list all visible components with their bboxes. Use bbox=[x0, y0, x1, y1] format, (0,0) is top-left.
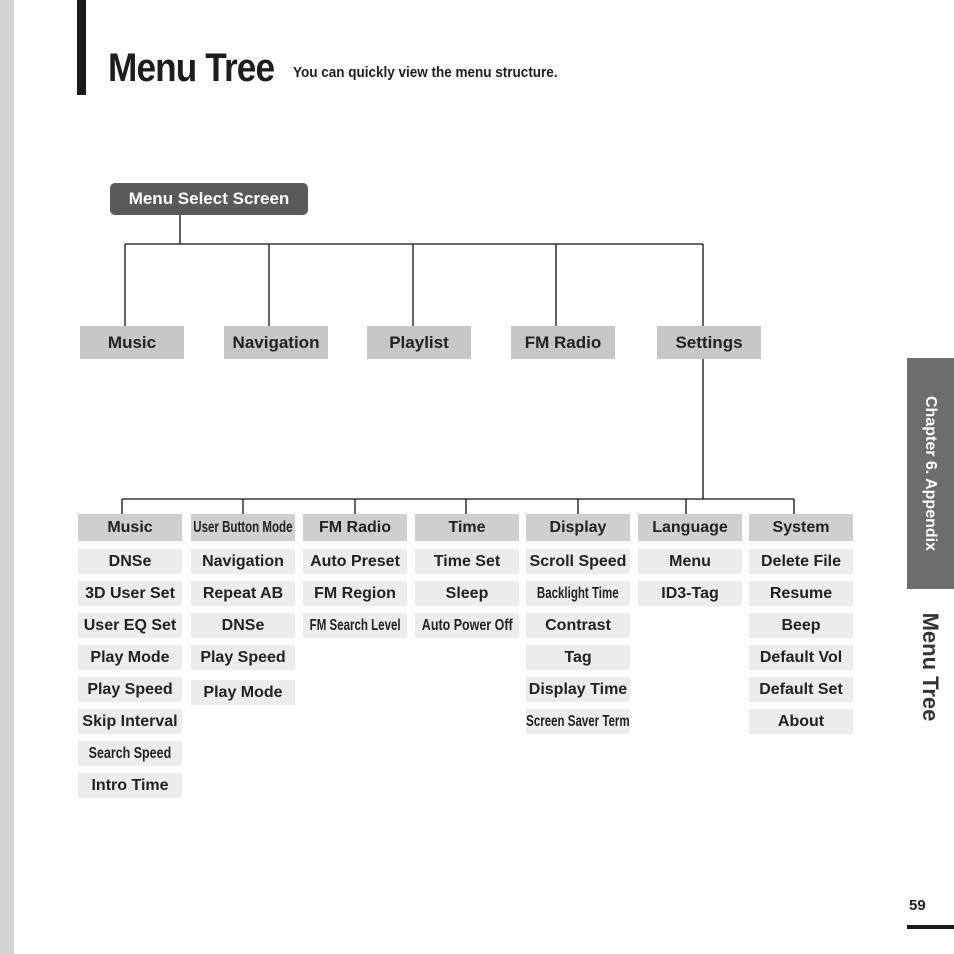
menu-item: Skip Interval bbox=[78, 709, 182, 734]
menu-item: Intro Time bbox=[78, 773, 182, 798]
menu-item: Scroll Speed bbox=[526, 549, 630, 574]
category-playlist: Playlist bbox=[367, 326, 471, 359]
menu-item: ID3-Tag bbox=[638, 581, 742, 606]
menu-select-screen-node: Menu Select Screen bbox=[110, 183, 308, 215]
section-side-title bbox=[907, 602, 954, 732]
menu-item: Repeat AB bbox=[191, 581, 295, 606]
menu-item: Auto Preset bbox=[303, 549, 407, 574]
menu-item: Play Speed bbox=[78, 677, 182, 702]
menu-item: DNSe bbox=[78, 549, 182, 574]
menu-item: Beep bbox=[749, 613, 853, 638]
category-navigation: Navigation bbox=[224, 326, 328, 359]
column-header: Music bbox=[78, 514, 182, 541]
chapter-side-tab bbox=[907, 358, 954, 589]
column-header: Time bbox=[415, 514, 519, 541]
menu-item: Sleep bbox=[415, 581, 519, 606]
menu-item: About bbox=[749, 709, 853, 734]
page-title: Menu Tree bbox=[108, 46, 275, 90]
menu-item: Search Speed bbox=[78, 741, 182, 766]
column-header: Language bbox=[638, 514, 742, 541]
menu-item: Backlight Time bbox=[526, 581, 630, 606]
menu-item: Auto Power Off bbox=[415, 613, 519, 638]
page-subtitle: You can quickly view the menu structure. bbox=[293, 64, 558, 81]
menu-item: Play Mode bbox=[78, 645, 182, 670]
menu-item: Display Time bbox=[526, 677, 630, 702]
menu-item: Default Vol bbox=[749, 645, 853, 670]
section-label: Menu Tree bbox=[918, 612, 944, 722]
chapter-label: Chapter 6. Appendix bbox=[922, 396, 940, 551]
menu-item: Screen Saver Term bbox=[526, 709, 630, 734]
menu-item: FM Search Level bbox=[303, 613, 407, 638]
menu-item: FM Region bbox=[303, 581, 407, 606]
menu-item: User EQ Set bbox=[78, 613, 182, 638]
column-header: FM Radio bbox=[303, 514, 407, 541]
menu-item: Delete File bbox=[749, 549, 853, 574]
menu-item: Navigation bbox=[191, 549, 295, 574]
column-header: User Button Mode bbox=[191, 514, 295, 541]
menu-item: 3D User Set bbox=[78, 581, 182, 606]
category-fm-radio: FM Radio bbox=[511, 326, 615, 359]
category-settings: Settings bbox=[657, 326, 761, 359]
menu-item: Default Set bbox=[749, 677, 853, 702]
page-number: 59 bbox=[909, 897, 926, 914]
column-header: System bbox=[749, 514, 853, 541]
menu-item: Play Mode bbox=[191, 680, 295, 705]
category-music: Music bbox=[80, 326, 184, 359]
menu-item: Time Set bbox=[415, 549, 519, 574]
menu-item: Play Speed bbox=[191, 645, 295, 670]
menu-item: DNSe bbox=[191, 613, 295, 638]
menu-item: Tag bbox=[526, 645, 630, 670]
column-header: Display bbox=[526, 514, 630, 541]
page-number-rule bbox=[907, 925, 954, 929]
menu-item: Contrast bbox=[526, 613, 630, 638]
menu-item: Resume bbox=[749, 581, 853, 606]
menu-item: Menu bbox=[638, 549, 742, 574]
